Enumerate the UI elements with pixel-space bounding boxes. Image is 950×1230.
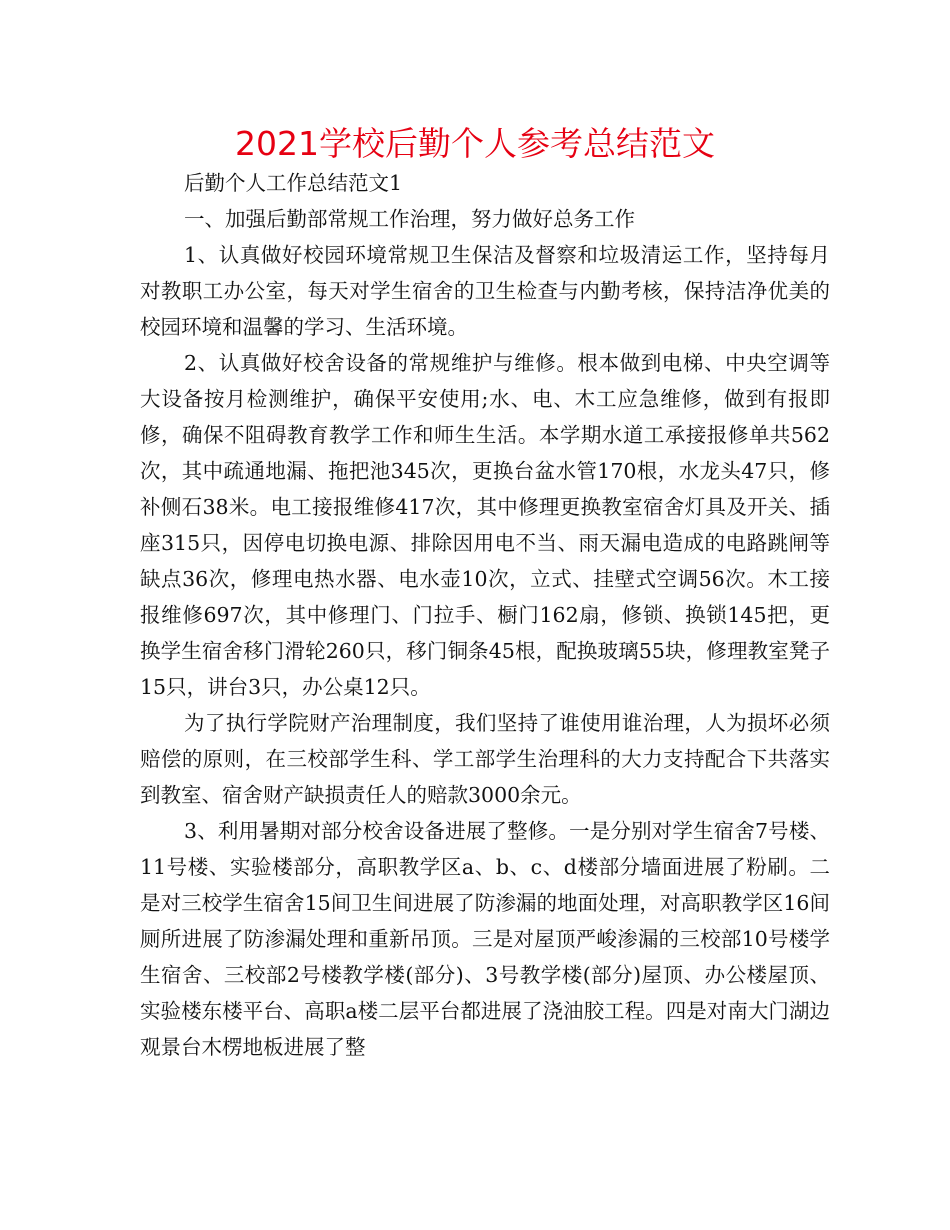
paragraph-property-management: 为了执行学院财产治理制度，我们坚持了谁使用谁治理，人为损坏必须赔偿的原则，在三校部学生科、学工部学生治理科的大力支持配合下共落实到教室、宿舍财产缺损责任人的赔款3000余元。	[140, 711, 830, 807]
document-body	[140, 165, 830, 1065]
paragraph-section-heading: 一、加强后勤部常规工作治理，努力做好总务工作	[184, 207, 635, 231]
paragraph-subtitle: 后勤个人工作总结范文1	[184, 171, 403, 195]
paragraph-item-1: 1、认真做好校园环境常规卫生保洁及督察和垃圾清运工作，坚持每月对教职工办公室，每天对学生宿舍的卫生检查与内勤考核，保持洁净优美的校园环境和温馨的学习、生活环境。	[140, 243, 830, 339]
paragraph-item-2: 2、认真做好校舍设备的常规维护与维修。根本做到电梯、中央空调等大设备按月检测维护，确保平安使用;水、电、木工应急维修，做到有报即修，确保不阻碍教育教学工作和师生生活。本学期水道工承接报修单共562次，其中疏通地漏、拖把池345次，更换台盆水管170根，水龙头47只，修补侧石38米。电工接报维修417次，其中修理更换教室宿舍灯具及开关、插座315只，因停电切换电源、排除因用电不当、雨天漏电造成的电路跳闸等缺点36次，修理电热水器、电水壶10次，立式、挂壁式空调56次。木工接报维修697次，其中修理门、门拉手、橱门162扇，修锁、换锁145把，更换学生宿舍移门滑轮260只，移门铜条45根，配换玻璃55块，修理教室凳子15只，讲台3只，办公桌12只。	[140, 351, 830, 699]
document-title: 2021学校后勤个人参考总结范文	[235, 124, 715, 163]
paragraph-item-3: 3、利用暑期对部分校舍设备进展了整修。一是分别对学生宿舍7号楼、11号楼、实验楼部分，高职教学区a、b、c、d楼部分墙面进展了粉刷。二是对三校学生宿舍15间卫生间进展了防渗漏的地面处理，对高职教学区16间厕所进展了防渗漏处理和重新吊顶。三是对屋顶严峻渗漏的三校部10号楼学生宿舍、三校部2号楼教学楼(部分)、3号教学楼(部分)屋顶、办公楼屋顶、实验楼东楼平台、高职a楼二层平台都进展了浇油胶工程。四是对南大门湖边观景台木楞地板进展了整	[140, 819, 830, 1059]
